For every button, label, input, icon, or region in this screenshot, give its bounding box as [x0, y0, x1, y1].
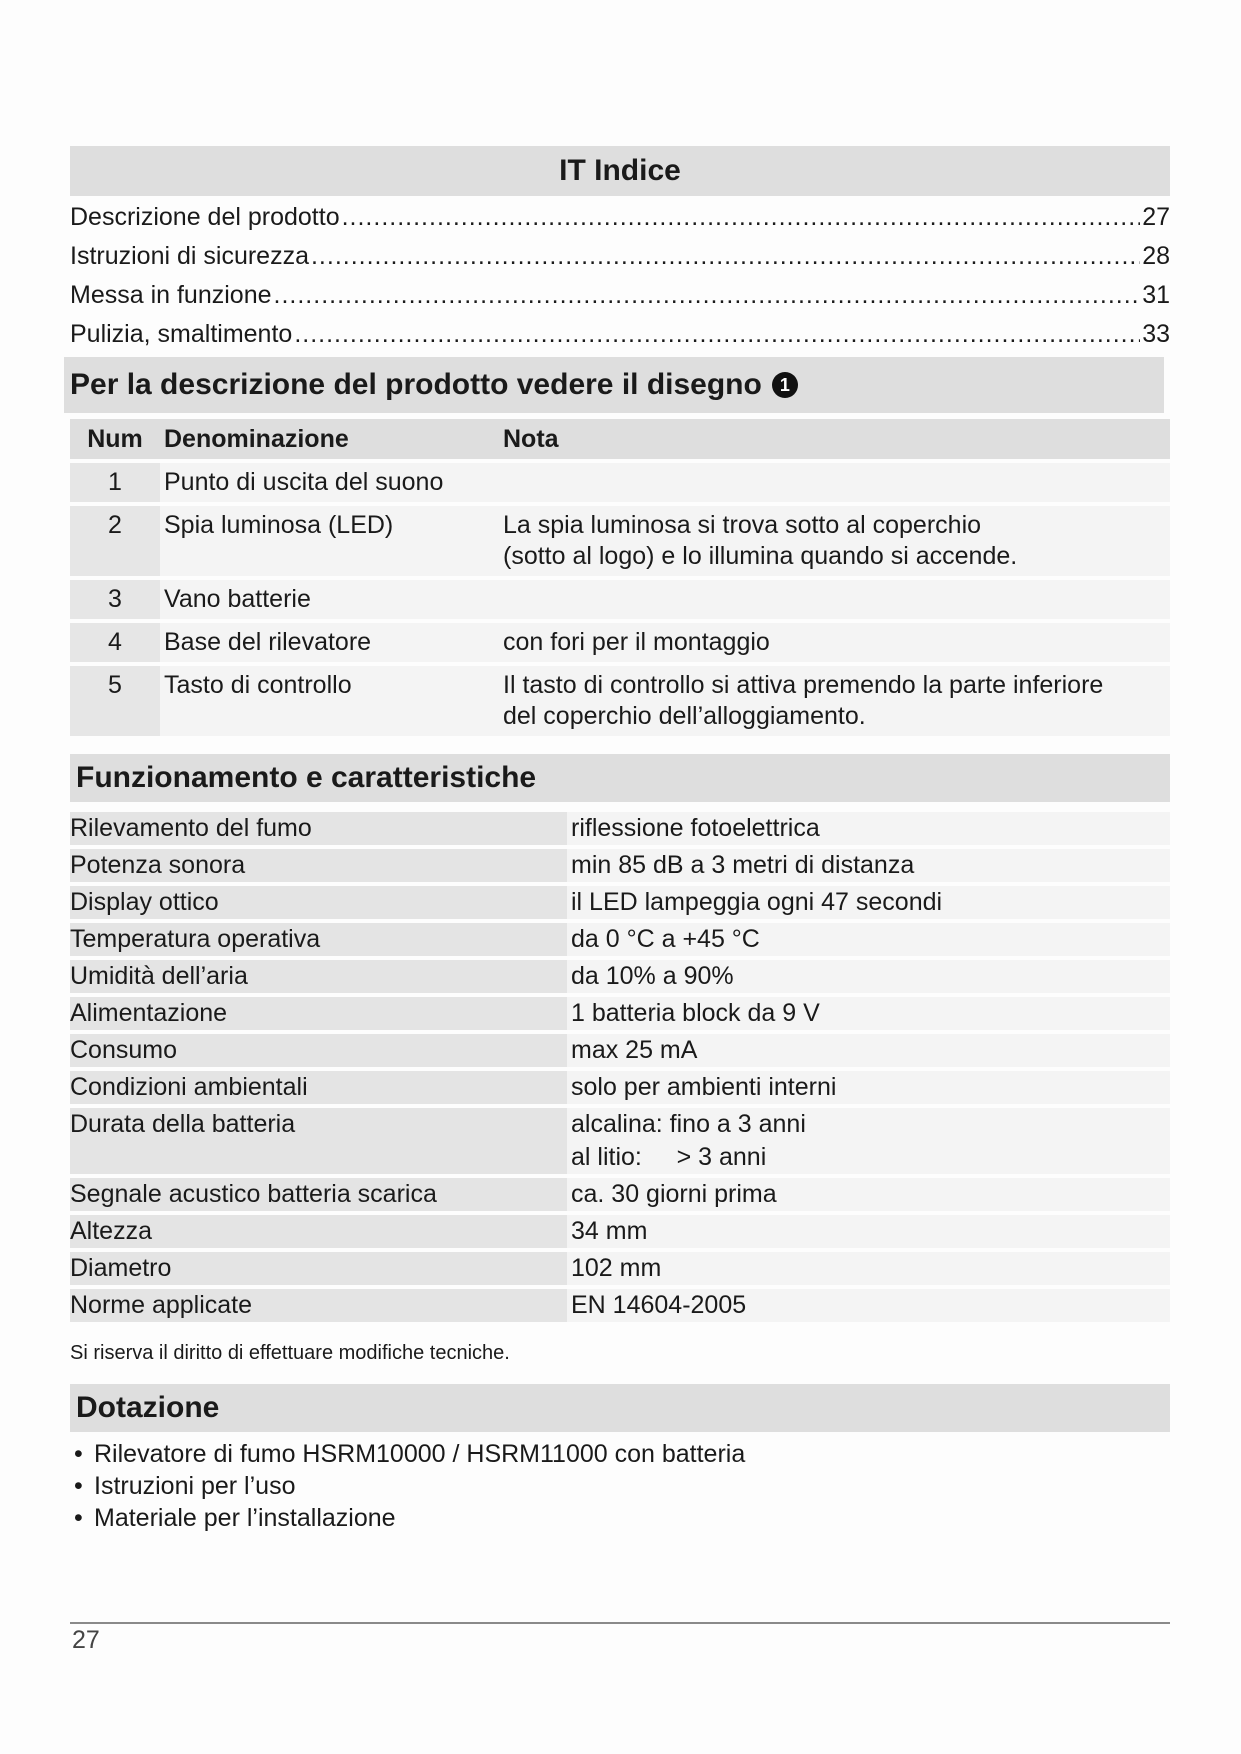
footer-divider: [70, 1622, 1170, 1624]
table-row: [70, 666, 1170, 736]
toc-leader: [274, 276, 1141, 315]
table-row: [70, 1071, 1170, 1104]
toc-entry[interactable]: [70, 276, 1170, 315]
spec-key: Durata della batteria: [70, 1108, 567, 1174]
spec-value: alcalina: fino a 3 anni al litio: > 3 anni: [567, 1108, 1170, 1174]
spec-key: Rilevamento del fumo: [70, 812, 567, 845]
table-row: [70, 812, 1170, 845]
toc-leader: [294, 315, 1140, 354]
toc-entry-label: Descrizione del prodotto: [70, 203, 340, 231]
page: [70, 146, 1170, 1534]
spec-value: da 0 °C a +45 °C: [567, 923, 1170, 956]
cell-den: Spia luminosa (LED): [160, 506, 499, 576]
cell-num: 5: [70, 666, 160, 736]
cell-den: Base del rilevatore: [160, 623, 499, 662]
parts-table-header: [70, 419, 1170, 459]
cell-num: 1: [70, 463, 160, 502]
spec-value: riflessione fotoelettrica: [567, 812, 1170, 845]
table-row: [70, 1215, 1170, 1248]
table-row: [70, 960, 1170, 993]
list-item: • Materiale per l’installazione: [70, 1502, 1170, 1534]
cell-num: 4: [70, 623, 160, 662]
spec-value: il LED lampeggia ogni 47 secondi: [567, 886, 1170, 919]
table-row: [70, 1252, 1170, 1285]
features-header: [70, 754, 1170, 802]
spec-key: Potenza sonora: [70, 849, 567, 882]
page-number: 27: [72, 1626, 100, 1654]
toc-entry[interactable]: [70, 198, 1170, 237]
table-row: [70, 923, 1170, 956]
table-row: [70, 463, 1170, 502]
cell-den: Punto di uscita del suono: [160, 463, 499, 502]
col-den-header: Denominazione: [160, 419, 499, 459]
table-row: [70, 1108, 1170, 1174]
cell-num: 3: [70, 580, 160, 619]
supply-list: [70, 1438, 1170, 1534]
spec-value: 1 batteria block da 9 V: [567, 997, 1170, 1030]
spec-value: 102 mm: [567, 1252, 1170, 1285]
cell-den: Tasto di controllo: [160, 666, 499, 736]
table-row: [70, 623, 1170, 662]
toc-entry-label: Pulizia, smaltimento: [70, 320, 293, 348]
features-table: [70, 808, 1170, 1326]
table-row: [70, 1034, 1170, 1067]
technical-changes-note: Si riserva il diritto di effettuare modifiche tecniche.: [70, 1342, 510, 1364]
index-header: [70, 146, 1170, 196]
table-row: [70, 997, 1170, 1030]
table-row: [70, 849, 1170, 882]
cell-nota: [499, 463, 1170, 502]
spec-key: Condizioni ambientali: [70, 1071, 567, 1104]
toc-entry[interactable]: [70, 237, 1170, 276]
spec-value: EN 14604-2005: [567, 1289, 1170, 1322]
spec-value: 34 mm: [567, 1215, 1170, 1248]
toc-entry-page: 33: [1142, 320, 1170, 348]
spec-key: Temperatura operativa: [70, 923, 567, 956]
spec-key: Norme applicate: [70, 1289, 567, 1322]
spec-value: ca. 30 giorni prima: [567, 1178, 1170, 1211]
spec-key: Alimentazione: [70, 997, 567, 1030]
toc-entry-label: Messa in funzione: [70, 281, 272, 309]
spec-key: Altezza: [70, 1215, 567, 1248]
cell-nota: con fori per il montaggio: [499, 623, 1170, 662]
parts-table: [70, 415, 1170, 740]
cell-nota: Il tasto di controllo si attiva premendo la parte inferiore del coperchio dell’alloggiamento.: [499, 666, 1170, 736]
cell-nota: La spia luminosa si trova sotto al coperchio (sotto al logo) e lo illumina quando si accende.: [499, 506, 1170, 576]
list-item: • Rilevatore di fumo HSRM10000 / HSRM11000 con batteria: [70, 1438, 1170, 1470]
spec-value: min 85 dB a 3 metri di distanza: [567, 849, 1170, 882]
spec-value: solo per ambienti interni: [567, 1071, 1170, 1104]
spec-value: max 25 mA: [567, 1034, 1170, 1067]
list-item: • Istruzioni per l’uso: [70, 1470, 1170, 1502]
table-row: [70, 1178, 1170, 1211]
toc-entry-label: Istruzioni di sicurezza: [70, 242, 309, 270]
spec-key: Diametro: [70, 1252, 567, 1285]
table-row: [70, 580, 1170, 619]
spec-key: Consumo: [70, 1034, 567, 1067]
supply-header: [70, 1384, 1170, 1432]
cell-nota: [499, 580, 1170, 619]
col-nota-header: Nota: [499, 419, 1170, 459]
table-row: [70, 506, 1170, 576]
table-of-contents: [70, 198, 1170, 354]
toc-entry-page: 27: [1142, 203, 1170, 231]
supply-title: Dotazione: [76, 1391, 220, 1424]
toc-entry-page: 31: [1142, 281, 1170, 309]
spec-key: Segnale acustico batteria scarica: [70, 1178, 567, 1211]
description-header: [64, 357, 1164, 413]
index-title: IT Indice: [559, 154, 681, 187]
features-title: Funzionamento e caratteristiche: [76, 761, 537, 794]
spec-key: Umidità dell’aria: [70, 960, 567, 993]
toc-leader: [342, 198, 1141, 237]
drawing-one-icon: 1: [772, 372, 798, 398]
toc-leader: [311, 237, 1140, 276]
description-title: Per la descrizione del prodotto vedere il disegno: [70, 368, 762, 401]
cell-num: 2: [70, 506, 160, 576]
spec-key: Display ottico: [70, 886, 567, 919]
table-row: [70, 886, 1170, 919]
col-num-header: Num: [70, 419, 160, 459]
cell-den: Vano batterie: [160, 580, 499, 619]
table-row: [70, 1289, 1170, 1322]
toc-entry[interactable]: [70, 315, 1170, 354]
toc-entry-page: 28: [1142, 242, 1170, 270]
spec-value: da 10% a 90%: [567, 960, 1170, 993]
